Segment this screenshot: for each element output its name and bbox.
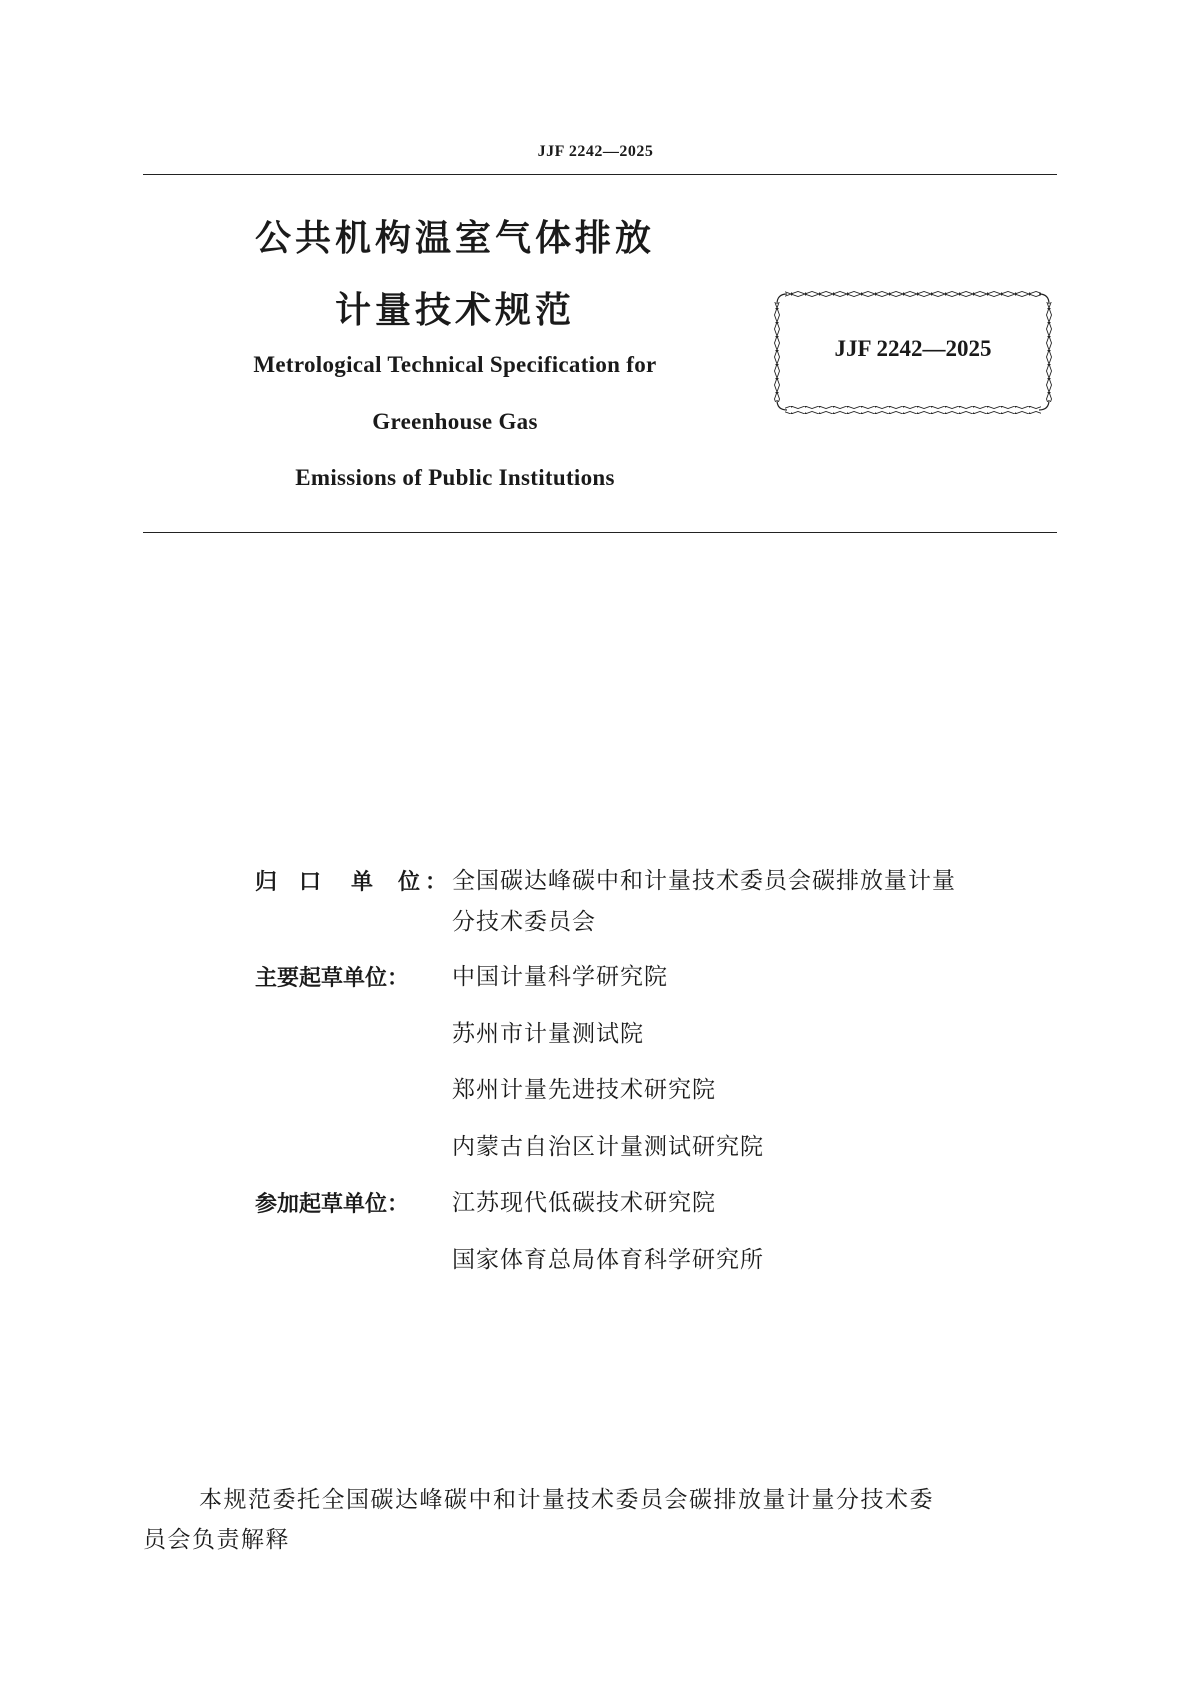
interpretation-statement xyxy=(143,1480,1057,1560)
label-char: 位 xyxy=(398,870,421,895)
label-char: 归 xyxy=(255,870,278,895)
header-standard-code: JJF 2242—2025 xyxy=(537,143,654,160)
participating-drafting-unit: 国家体育总局体育科学研究所 xyxy=(452,1247,764,1273)
main-drafting-label: 主要起草单位： xyxy=(255,966,410,991)
main-drafting-unit: 郑州计量先进技术研究院 xyxy=(452,1077,716,1103)
top-rule xyxy=(143,174,1057,175)
participating-drafting-unit: 江苏现代低碳技术研究院 xyxy=(452,1190,716,1216)
standard-code-box xyxy=(773,290,1053,414)
participating-drafting-label: 参加起草单位： xyxy=(255,1192,410,1217)
bottom-title-rule xyxy=(143,532,1057,533)
title-en-line1: Metrological Technical Specification for xyxy=(253,352,657,377)
title-cn-line2: 计量技术规范 xyxy=(334,290,575,331)
title-en-line3: Emissions of Public Institutions xyxy=(295,465,615,490)
title-cn-line1: 公共机构温室气体排放 xyxy=(254,218,655,259)
main-drafting-unit: 中国计量科学研究院 xyxy=(452,964,668,990)
label-char: ： xyxy=(425,870,448,895)
statement-line2: 员会负责解释 xyxy=(143,1527,290,1553)
statement-line1: 本规范委托全国碳达峰碳中和计量技术委员会碳排放量计量分技术委 xyxy=(199,1487,934,1513)
box-standard-code: JJF 2242—2025 xyxy=(834,336,992,361)
responsible-unit-label xyxy=(255,865,451,895)
label-char: 口 xyxy=(299,870,322,895)
main-drafting-unit: 苏州市计量测试院 xyxy=(452,1021,644,1047)
responsible-unit-value-line2: 分技术委员会 xyxy=(452,909,596,935)
responsible-unit-value-line1: 全国碳达峰碳中和计量技术委员会碳排放量计量 xyxy=(452,868,956,894)
title-en-line2: Greenhouse Gas xyxy=(372,409,538,434)
main-drafting-unit: 内蒙古自治区计量测试研究院 xyxy=(452,1134,764,1160)
label-char: 单 xyxy=(351,870,374,895)
